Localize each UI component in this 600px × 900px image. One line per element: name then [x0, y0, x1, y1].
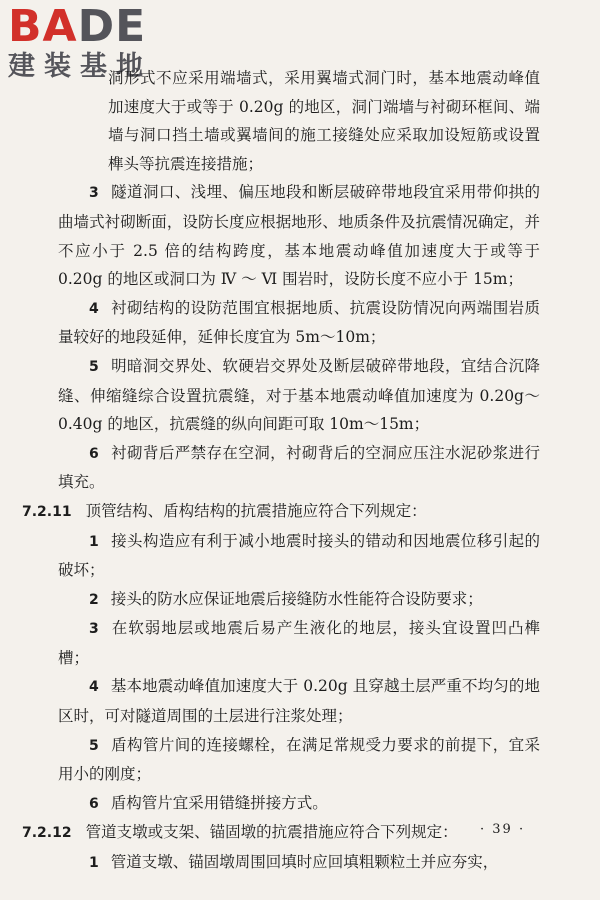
- item-paragraph: [58, 527, 540, 585]
- logo-wordmark-rest: DE: [77, 1, 147, 52]
- logo-subtitle: 建装基地: [8, 51, 152, 82]
- paragraph-text: 明暗洞交界处、软硬岩交界处及断层破碎带地段，宜结合沉降缝、伸缩缝综合设置抗震缝，对于基本地震动峰值加速度为 0.20g～0.40g 的地区，抗震缝的纵向间距可取 10m～15m；: [58, 356, 540, 434]
- item-paragraph: [58, 731, 540, 789]
- paragraph-text: 管道支墩、锚固墩周围回填时应回填粗颗粒土并应夯实，: [110, 853, 499, 872]
- item-paragraph: [58, 614, 540, 672]
- item-paragraph: [58, 439, 540, 497]
- item-number: 1: [89, 855, 99, 872]
- item-number: 2: [89, 591, 99, 608]
- item-number: 4: [89, 300, 99, 317]
- paragraph-text: 洞形式不应采用端墙式，采用翼墙式洞门时，基本地震动峰值加速度大于或等于 0.20g 的地区，洞门端墙与衬砌环框间、端墙与洞口挡土墙或翼墙间的施工接缝处应采取加设短筋或设置榫头等抗震连接措施；: [108, 69, 540, 173]
- logo-wordmark-accent: BA: [8, 1, 78, 52]
- page-number: · 39 ·: [480, 822, 526, 837]
- item-number: 5: [89, 358, 99, 375]
- item-number: 6: [89, 445, 99, 462]
- item-number: 5: [89, 737, 99, 754]
- clause-number: 7.2.11: [22, 503, 72, 520]
- item-number: 1: [89, 533, 99, 550]
- paragraph-text: 衬砌结构的设防范围宜根据地质、抗震设防情况向两端围岩质量较好的地段延伸，延伸长度宜为 5m～10m；: [58, 298, 540, 347]
- paragraph-text: 盾构管片宜采用错缝拼接方式。: [110, 793, 328, 812]
- clause-number: 7.2.12: [22, 825, 72, 842]
- clause-paragraph: [22, 497, 540, 527]
- item-paragraph: [58, 848, 540, 878]
- paragraph-text: 顶管结构、盾构结构的抗震措施应符合下列规定：: [85, 501, 427, 520]
- paragraph-text: 管道支墩或支架、锚固墩的抗震措施应符合下列规定：: [85, 823, 458, 842]
- paragraph-text: 基本地震动峰值加速度大于 0.20g 且穿越土层严重不均匀的地区时，可对隧道周围的土层进行注浆处理；: [58, 677, 540, 726]
- item-paragraph: [58, 352, 540, 439]
- item-number: 3: [89, 621, 99, 638]
- item-paragraph: [58, 672, 540, 730]
- logo-wordmark: [8, 1, 178, 52]
- paragraph-text: 接头构造应有利于减小地震时接头的错动和因地震位移引起的破坏；: [58, 531, 540, 580]
- item-number: 4: [89, 679, 99, 696]
- item-number: 6: [89, 795, 99, 812]
- item-paragraph: [58, 789, 540, 819]
- clause-paragraph: [22, 818, 540, 848]
- paragraph-text: 盾构管片间的连接螺栓，在满足常规受力要求的前提下，宜采用小的刚度；: [58, 735, 540, 784]
- item-number: 3: [89, 185, 99, 202]
- item-paragraph: [58, 585, 540, 615]
- paragraph-text: 接头的防水应保证地震后接缝防水性能符合设防要求；: [110, 589, 483, 608]
- paragraph-text: 隧道洞口、浅埋、偏压地段和断层破碎带地段宜采用带仰拱的曲墙式衬砌断面，设防长度应根据地形、地质条件及抗震情况确定，并不应小于 2.5 倍的结构跨度，基本地震动峰值加速度大于或等于 0.20g 的地区或洞口为 Ⅳ ～ Ⅵ 围岩时，设防长度不应小于 15m；: [58, 183, 540, 289]
- paragraph-text: 衬砌背后严禁存在空洞，衬砌背后的空洞应压注水泥砂浆进行填充。: [58, 443, 540, 492]
- continuation-paragraph: [58, 64, 540, 178]
- paragraph-text: 在软弱地层或地震后易产生液化的地层，接头宜设置凹凸榫槽；: [58, 619, 540, 667]
- item-paragraph: [58, 178, 540, 293]
- item-paragraph: [58, 294, 540, 352]
